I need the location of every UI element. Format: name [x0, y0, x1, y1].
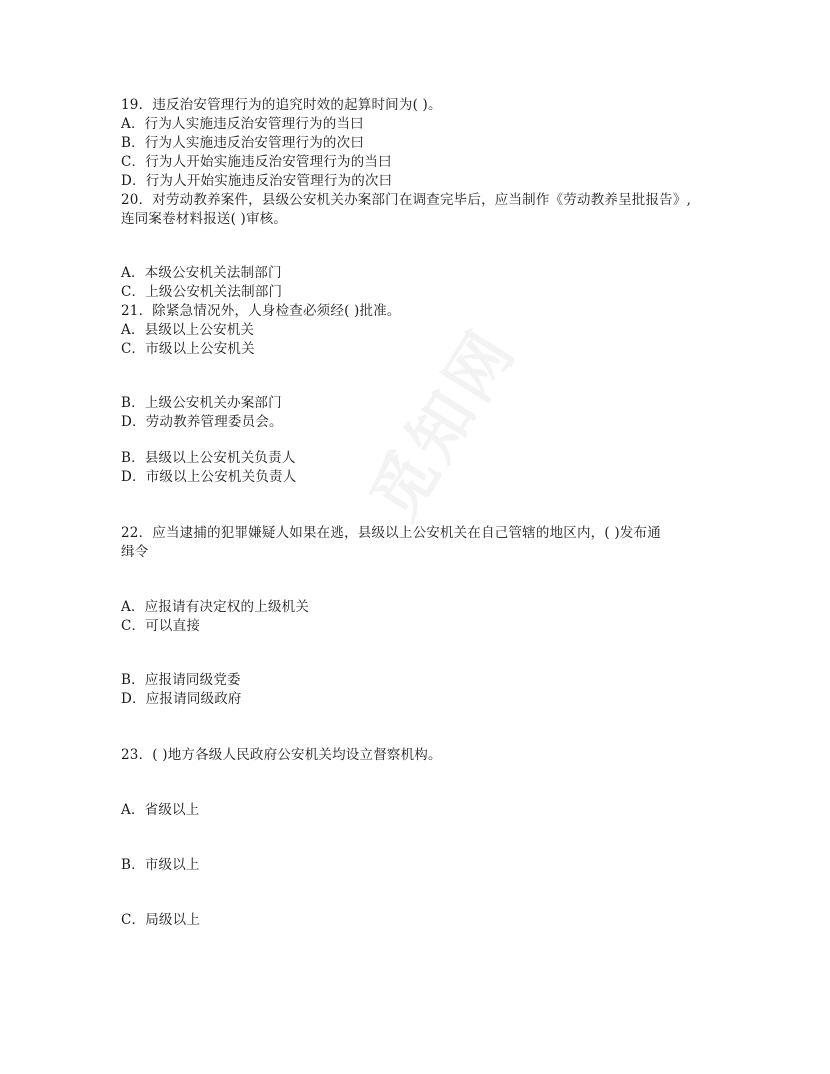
q22-option-d: D．应报请同级政府 — [121, 691, 242, 707]
q19-option-c: C．行为人开始实施违反治安管理行为的当曰 — [121, 154, 392, 170]
q20-option-b: B．上级公安机关办案部门 — [121, 395, 282, 411]
q21-option-c: C．市级以上公安机关 — [121, 341, 255, 357]
q20-option-c: C．上级公安机关法制部门 — [121, 284, 283, 300]
question-20: 20．对劳动教养案件，县级公安机关办案部门在调查完毕后，应当制作《劳动教养呈批报告》, — [121, 192, 692, 208]
watermark: 觅知网 — [357, 315, 532, 533]
q21-option-d: D．市级以上公安机关负责人 — [121, 469, 297, 485]
q21-option-a: A．县级以上公安机关 — [121, 322, 255, 338]
question-19: 19．违反治安管理行为的追究时效的起算时间为( )。 — [121, 97, 442, 113]
q20-option-a: A．本级公安机关法制部门 — [121, 265, 282, 281]
q22-option-b: B．应报请同级党委 — [121, 672, 241, 688]
question-22: 22．应当逮捕的犯罪嫌疑人如果在逃，县级以上公安机关在自己管辖的地区内，( )发布通 — [121, 525, 661, 541]
question-23: 23．( )地方各级人民政府公安机关均设立督察机构。 — [121, 747, 442, 763]
q22-option-a: A．应报请有决定权的上级机关 — [121, 599, 310, 615]
q22-option-c: C．可以直接 — [121, 618, 201, 634]
q23-option-b: B．市级以上 — [121, 857, 200, 873]
q19-option-d: D．行为人开始实施违反治安管理行为的次曰 — [121, 173, 393, 189]
question-21: 21．除紧急情况外，人身检查必须经( )批准。 — [121, 303, 401, 319]
question-20-cont: 连同案卷材料报送( )审核。 — [121, 211, 288, 227]
question-22-cont: 缉令 — [121, 544, 149, 560]
q19-option-a: A．行为人实施违反治安管理行为的当曰 — [121, 116, 364, 132]
q23-option-a: A．省级以上 — [121, 802, 200, 818]
q21-option-b: B．县级以上公安机关负责人 — [121, 450, 296, 466]
q23-option-c: C．局级以上 — [121, 912, 201, 928]
q20-option-d: D．劳动教养管理委员会。 — [121, 414, 283, 430]
q19-option-b: B．行为人实施违反治安管理行为的次曰 — [121, 135, 365, 151]
